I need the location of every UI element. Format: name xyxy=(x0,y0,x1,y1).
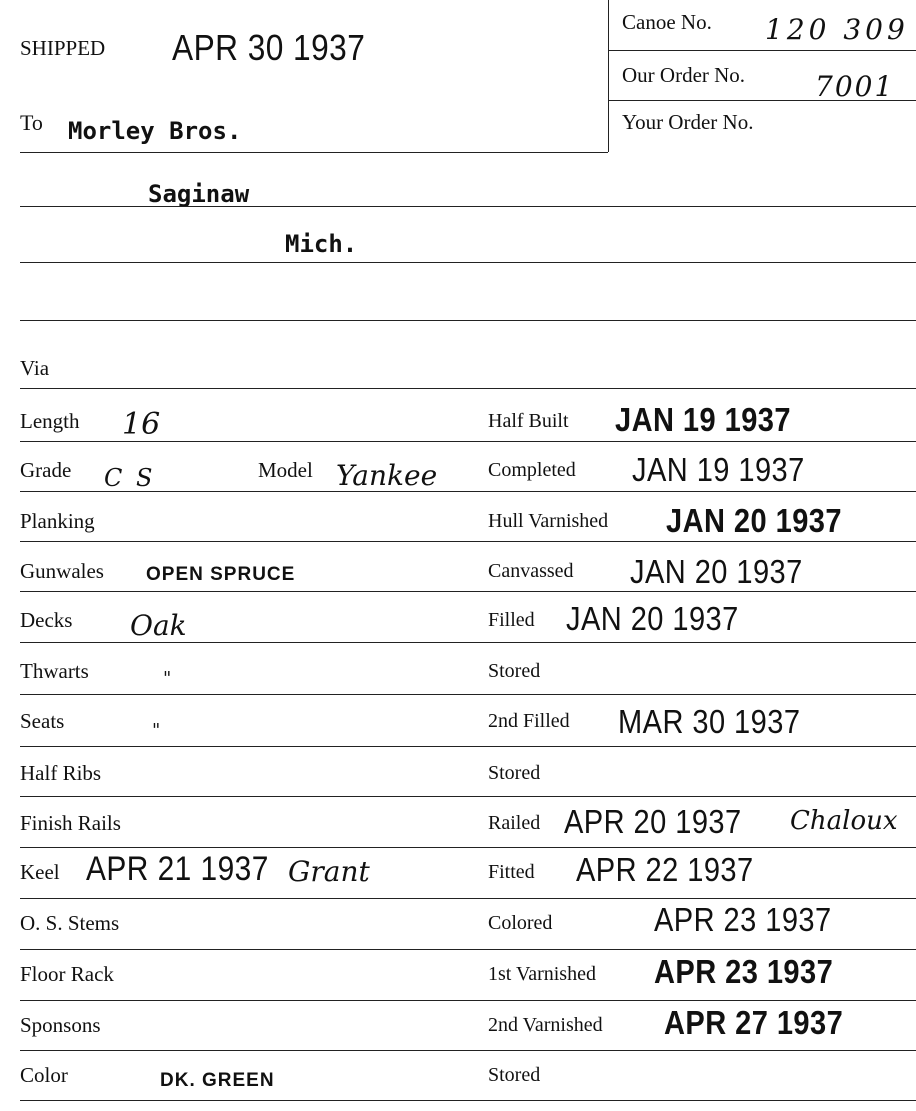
half-built-date-stamp: JAN 19 1937 xyxy=(615,401,791,438)
canoe-no-rule xyxy=(608,50,916,51)
your-order-label: Your Order No. xyxy=(622,110,754,134)
half-ribs-label: Half Ribs xyxy=(20,761,102,785)
keel-date-stamp: APR 21 1937 xyxy=(86,850,269,888)
stored-label-3: Stored xyxy=(488,1064,541,1086)
model-value: Yankee xyxy=(336,459,438,492)
thwarts-label: Thwarts xyxy=(20,659,89,683)
address-line-2: Saginaw xyxy=(148,180,250,208)
address-rule-4 xyxy=(20,320,916,321)
railed-signature: Chaloux xyxy=(790,806,898,836)
first-varnished-date-stamp: APR 23 1937 xyxy=(654,953,834,990)
row-rule xyxy=(20,694,916,695)
seats-label: Seats xyxy=(20,709,65,733)
row-rule xyxy=(20,541,916,542)
railed-label: Railed xyxy=(488,812,541,834)
row-rule xyxy=(20,1000,916,1001)
thwarts-value: " xyxy=(163,668,172,689)
model-label: Model xyxy=(258,458,313,482)
seats-value: " xyxy=(152,720,161,741)
os-stems-label: O. S. Stems xyxy=(20,911,120,935)
sponsons-label: Sponsons xyxy=(20,1013,101,1037)
planking-label: Planking xyxy=(20,509,95,533)
hull-varnished-date-stamp: JAN 20 1937 xyxy=(666,502,842,539)
half-built-label: Half Built xyxy=(488,410,569,432)
canvassed-date-stamp: JAN 20 1937 xyxy=(630,553,803,590)
row-rule xyxy=(20,796,916,797)
filled-date-stamp: JAN 20 1937 xyxy=(566,600,739,637)
address-line-3: Mich. xyxy=(285,230,358,258)
completed-date-stamp: JAN 19 1937 xyxy=(632,451,805,488)
decks-label: Decks xyxy=(20,608,73,632)
our-order-rule xyxy=(608,100,916,101)
row-rule xyxy=(20,746,916,747)
row-rule xyxy=(20,1050,916,1051)
stored-label-1: Stored xyxy=(488,660,541,682)
row-rule xyxy=(20,898,916,899)
gunwales-value: OPEN SPRUCE xyxy=(146,564,296,585)
second-varnished-label: 2nd Varnished xyxy=(488,1014,603,1036)
address-line-1: Morley Bros. xyxy=(68,117,242,145)
our-order-label: Our Order No. xyxy=(622,63,746,87)
hull-varnished-label: Hull Varnished xyxy=(488,510,609,532)
keel-signature: Grant xyxy=(288,855,370,888)
row-rule xyxy=(20,847,916,848)
keel-label: Keel xyxy=(20,860,60,884)
railed-date-stamp: APR 20 1937 xyxy=(564,803,742,840)
colored-date-stamp: APR 23 1937 xyxy=(654,901,832,938)
shipped-label: SHIPPED xyxy=(20,36,106,60)
via-label: Via xyxy=(20,356,50,380)
row-rule xyxy=(20,591,916,592)
filled-label: Filled xyxy=(488,609,535,631)
canoe-no-value: 120 309 xyxy=(765,13,909,46)
gunwales-label: Gunwales xyxy=(20,559,104,583)
address-rule-3 xyxy=(20,262,916,263)
to-label: To xyxy=(20,110,43,135)
grade-value: C S xyxy=(104,464,156,492)
second-varnished-date-stamp: APR 27 1937 xyxy=(664,1004,844,1041)
color-value: DK. GREEN xyxy=(160,1070,275,1091)
second-filled-date-stamp: MAR 30 1937 xyxy=(618,703,801,740)
row-rule xyxy=(20,1100,916,1101)
fitted-date-stamp: APR 22 1937 xyxy=(576,851,754,888)
via-rule xyxy=(20,388,916,389)
row-rule xyxy=(20,949,916,950)
length-value: 16 xyxy=(122,407,161,442)
fitted-label: Fitted xyxy=(488,861,535,883)
decks-value: Oak xyxy=(130,609,187,642)
completed-label: Completed xyxy=(488,459,576,481)
our-order-value: 7001 xyxy=(815,70,895,103)
floor-rack-label: Floor Rack xyxy=(20,962,114,986)
length-label: Length xyxy=(20,409,80,433)
order-box-divider xyxy=(608,0,609,152)
first-varnished-label: 1st Varnished xyxy=(488,963,596,985)
canoe-no-label: Canoe No. xyxy=(622,10,712,34)
address-rule-1 xyxy=(20,152,608,153)
address-rule-2 xyxy=(20,206,916,207)
finish-rails-label: Finish Rails xyxy=(20,811,121,835)
grade-label: Grade xyxy=(20,458,72,482)
colored-label: Colored xyxy=(488,912,553,934)
row-rule xyxy=(20,642,916,643)
shipped-date-stamp: APR 30 1937 xyxy=(172,27,366,68)
color-label: Color xyxy=(20,1063,68,1087)
second-filled-label: 2nd Filled xyxy=(488,710,570,732)
canvassed-label: Canvassed xyxy=(488,560,574,582)
stored-label-2: Stored xyxy=(488,762,541,784)
